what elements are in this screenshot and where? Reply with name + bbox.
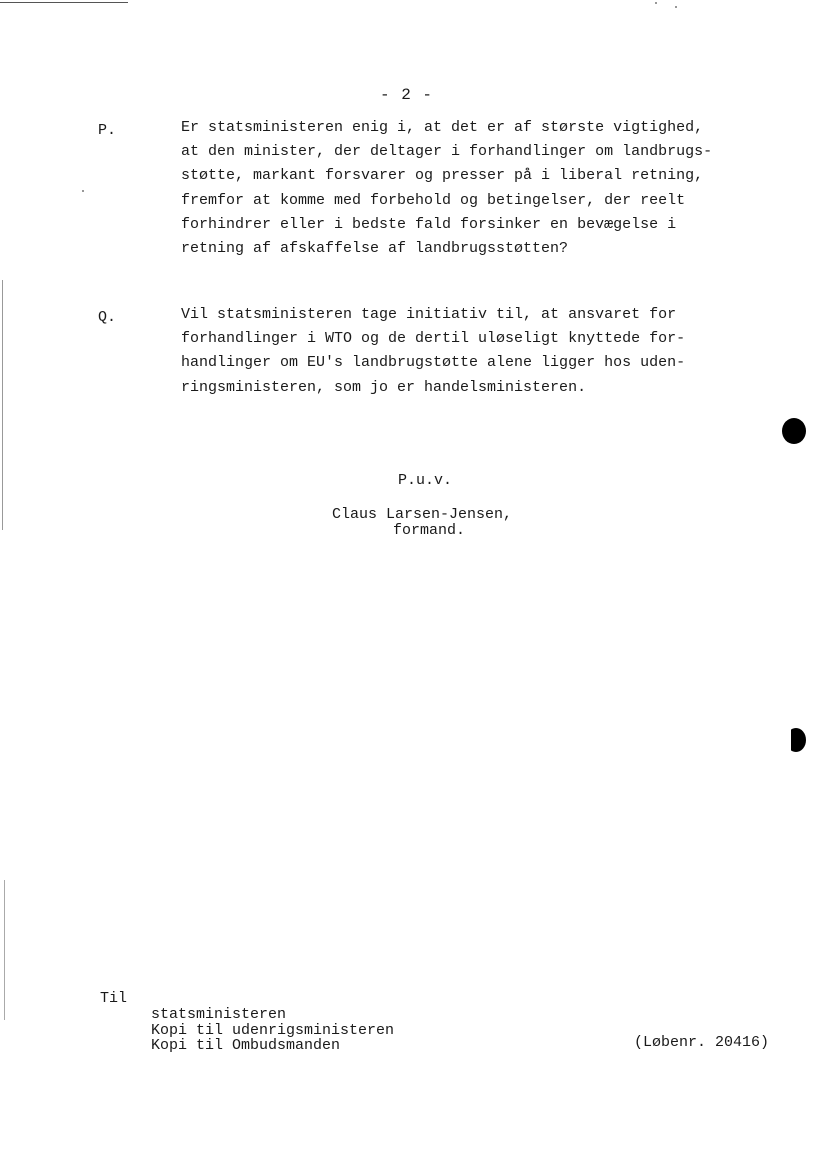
scan-speck: [655, 2, 657, 4]
scan-edge-line: [4, 880, 5, 1020]
signature-title: formand.: [393, 522, 466, 539]
reference-number: (Løbenr. 20416): [634, 1034, 770, 1051]
recipient-line: Kopi til udenrigsministeren: [151, 1022, 395, 1039]
recipient-line: statsministeren: [151, 1006, 287, 1023]
recipient-line: Kopi til Ombudsmanden: [151, 1037, 341, 1054]
signature-puv: P.u.v.: [398, 472, 453, 489]
question-letter: Q.: [98, 309, 117, 326]
question-letter: P.: [98, 122, 117, 139]
recipients-til-label: Til: [100, 990, 128, 1007]
top-rule: [0, 2, 128, 3]
question-text: Vil statsministeren tage initiativ til, at ansvaret for forhandlinger i WTO og de dertil uløseligt knyttede for- handlinger om EU's landbrugstøtte alene ligger hos uden- ringsministeren, som jo er handelsministeren.: [181, 306, 686, 396]
punch-hole: [782, 418, 806, 444]
punch-hole: [786, 728, 806, 752]
page-number: - 2 -: [380, 86, 434, 104]
question-text: Er statsministeren enig i, at det er af største vigtighed, at den minister, der deltager i forhandlinger om landbrugs- støtte, markant forsvarer og presser på i liberal retning, fremfor at komme med forbehold og betingelser, der reelt forhindrer eller i bedste fald forsinker en bevægelse i retning af afskaffelse af landbrugsstøtten?: [181, 119, 713, 258]
scan-speck: [675, 6, 677, 8]
signature-name: Claus Larsen-Jensen,: [332, 506, 513, 523]
scan-speck: [82, 190, 84, 192]
scan-edge-line: [2, 280, 3, 530]
